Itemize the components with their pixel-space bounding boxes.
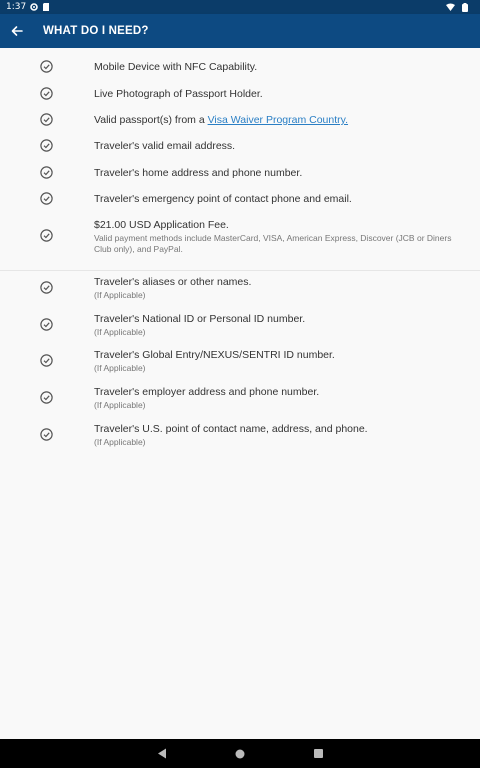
nav-home-button[interactable] xyxy=(234,748,246,760)
item-text: Traveler's employer address and phone number. xyxy=(94,386,320,398)
item-text: Valid passport(s) from a xyxy=(94,114,208,126)
settings-icon xyxy=(30,3,38,11)
system-nav-bar xyxy=(0,739,480,768)
item-subtext: (If Applicable) xyxy=(94,327,146,337)
check-circle-icon xyxy=(40,166,53,179)
check-circle-icon xyxy=(40,428,53,441)
item-subtext: (If Applicable) xyxy=(94,437,146,447)
wifi-icon xyxy=(446,3,454,11)
status-bar xyxy=(0,0,480,14)
check-circle-icon xyxy=(40,60,53,73)
item-subtext: (If Applicable) xyxy=(94,363,146,373)
check-circle-icon xyxy=(40,354,53,367)
item-text: Traveler's Global Entry/NEXUS/SENTRI ID number. xyxy=(94,349,335,361)
check-circle-icon xyxy=(40,391,53,404)
item-text: Live Photograph of Passport Holder. xyxy=(94,88,263,100)
app-bar xyxy=(0,14,480,48)
nav-home-icon xyxy=(235,749,245,759)
check-circle-icon xyxy=(40,229,53,242)
item-subtext: (If Applicable) xyxy=(94,400,146,410)
check-circle-icon xyxy=(40,281,53,294)
item-text: Traveler's U.S. point of contact name, address, and phone. xyxy=(94,423,368,435)
item-subtext: Valid payment methods include MasterCard, VISA, American Express, Discover (JCB or Diners Club only), and PayPal. xyxy=(94,233,452,254)
sd-card-icon xyxy=(42,3,50,11)
item-text: Traveler's home address and phone number. xyxy=(94,167,303,179)
requirements-list xyxy=(0,48,480,739)
nav-recents-icon xyxy=(314,749,323,758)
check-circle-icon xyxy=(40,113,53,126)
page-title: WHAT DO I NEED? xyxy=(43,25,149,37)
item-text: Traveler's National ID or Personal ID number. xyxy=(94,313,306,325)
item-text: Traveler's valid email address. xyxy=(94,140,236,152)
item-text: Traveler's aliases or other names. xyxy=(94,276,252,288)
section-divider xyxy=(0,270,480,271)
check-circle-icon xyxy=(40,318,53,331)
nav-back-button[interactable] xyxy=(156,748,168,760)
item-text: $21.00 USD Application Fee. xyxy=(94,219,229,231)
arrow-back-icon xyxy=(11,25,23,37)
status-time: 1:37 xyxy=(6,2,27,12)
check-circle-icon xyxy=(40,87,53,100)
visa-waiver-link[interactable]: Visa Waiver Program Country. xyxy=(207,114,349,126)
nav-back-icon xyxy=(157,748,167,759)
check-circle-icon xyxy=(40,192,53,205)
battery-icon xyxy=(462,3,470,11)
item-text: Traveler's emergency point of contact phone and email. xyxy=(94,193,352,205)
back-button[interactable] xyxy=(0,14,34,48)
nav-recents-button[interactable] xyxy=(312,748,324,760)
check-circle-icon xyxy=(40,139,53,152)
item-subtext: (If Applicable) xyxy=(94,290,146,300)
item-text: Mobile Device with NFC Capability. xyxy=(94,61,258,73)
